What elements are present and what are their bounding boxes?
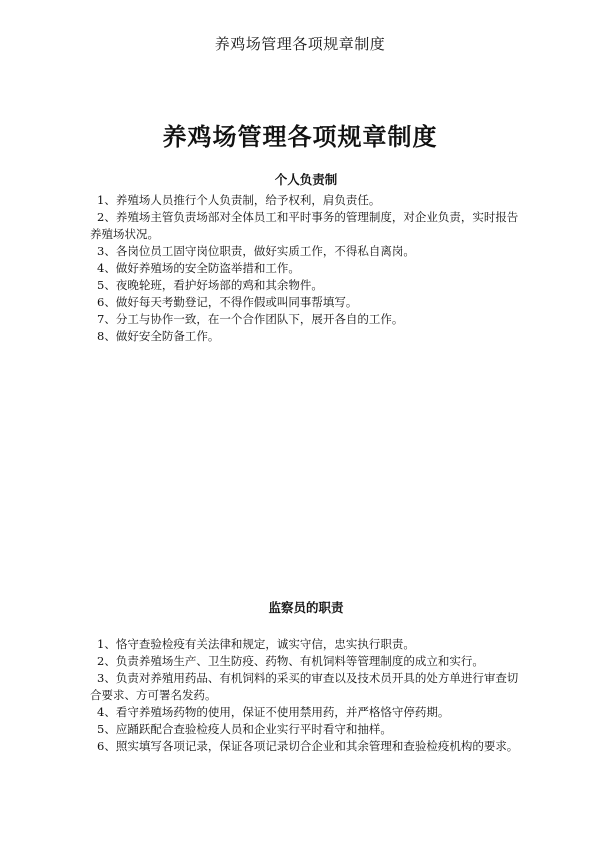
rule-item: 3、各岗位员工固守岗位职责，做好实质工作，不得私自离岗。: [97, 244, 415, 258]
duty-item: 5、应踊跃配合查验检疫人员和企业实行平时看守和抽样。: [97, 722, 392, 736]
rule-item: 6、做好每天考勤登记，不得作假或叫同事帮填写。: [97, 295, 358, 309]
section-supervisor-duties: [90, 598, 522, 755]
rule-item: 8、做好安全防备工作。: [97, 329, 220, 343]
section-heading: 个人负责制: [274, 172, 338, 187]
duty-list: [90, 636, 522, 755]
section-heading: 监察员的职责: [268, 600, 344, 615]
rule-item: 7、分工与协作一致，在一个合作团队下，展开各自的工作。: [97, 312, 404, 326]
duty-item: 4、看守养殖场药物的使用，保证不使用禁用药，并严格恪守停药期。: [97, 705, 450, 719]
rule-item: 1、养殖场人员推行个人负责制，给予权利，肩负责任。: [97, 193, 381, 207]
running-header: 养鸡场管理各项规章制度: [214, 35, 386, 53]
rule-item: 5、夜晚轮班，看护好场部的鸡和其余物件。: [97, 278, 323, 292]
document-title: 养鸡场管理各项规章制度: [162, 122, 438, 151]
duty-item: 2、负责养殖场生产、卫生防疫、药物、有机饲料等管理制度的成立和实行。: [97, 654, 484, 668]
duty-item: 1、恪守查验检疫有关法律和规定，诚实守信，忠实执行职责。: [97, 637, 415, 651]
rule-item: 4、做好养殖场的安全防盗举措和工作。: [97, 261, 300, 275]
rule-item: 2、养殖场主管负责场部对全体员工和平时事务的管理制度，对企业负责，实时报告养殖场状况。: [90, 210, 519, 241]
duty-item: 6、照实填写各项记录，保证各项记录切合企业和其余管理和查验检疫机构的要求。: [97, 739, 519, 753]
rule-list: [90, 192, 522, 345]
duty-item: 3、负责对养殖用药品、有机饲料的采买的审查以及技术员开具的处方单进行审查切合要求、方可署名发药。: [90, 671, 519, 702]
section-personal-responsibility: [90, 170, 522, 345]
